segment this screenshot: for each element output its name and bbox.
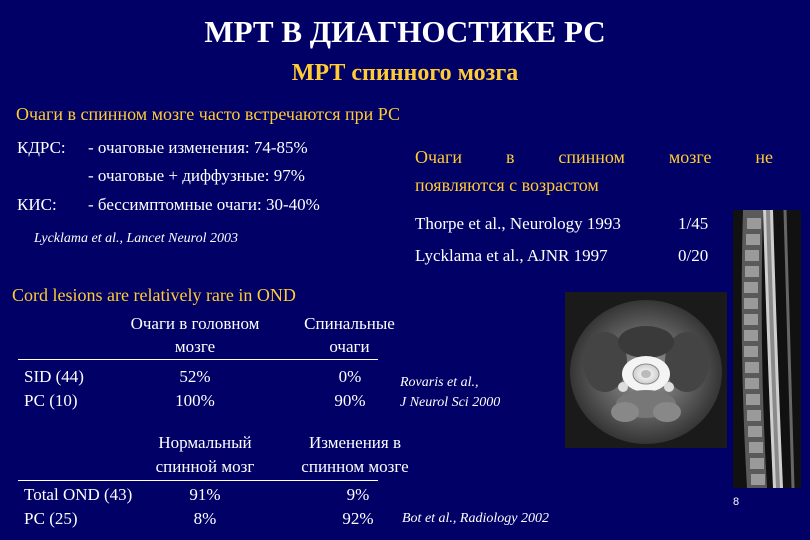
table2-divider: [18, 480, 378, 481]
age-ref-source: Lycklama et al., AJNR 1997: [415, 246, 608, 265]
stat-line-diffuse: - очаговые + диффузные: 97%: [88, 166, 305, 185]
table1-row-label: SID (44): [24, 367, 84, 386]
age-ref-value: 0/20: [678, 246, 709, 265]
table1-row-label: РС (10): [24, 391, 78, 410]
stat-line-asymptomatic: - бессимптомные очаги: 30-40%: [88, 195, 320, 214]
table2-row-label: РС (25): [24, 509, 78, 528]
stat-line-focal: - очаговые изменения: 74-85%: [88, 138, 308, 157]
table1-col1-header-line2: мозге: [174, 337, 216, 356]
table1-col1-header: Очаги в головном: [130, 314, 260, 333]
age-word: спинном: [558, 147, 625, 167]
age-word: не: [755, 147, 773, 167]
age-text-line2: появляются с возрастом: [415, 175, 599, 195]
table2-col1-header-line2: спинной мозг: [155, 457, 255, 476]
ond-heading: Cord lesions are relatively rare in OND: [12, 285, 296, 305]
table2-cell: 92%: [342, 509, 374, 528]
table2-cell: 91%: [189, 485, 221, 504]
table1-cell: 52%: [179, 367, 211, 386]
table1-col2-header: Спинальные: [304, 314, 395, 333]
kdrs-label: КДРС:: [17, 138, 66, 157]
age-text-line1: [415, 147, 773, 168]
table2-col2-header: Изменения в: [309, 433, 401, 452]
table2-row-label: Total OND (43): [24, 485, 133, 504]
age-word: мозге: [668, 147, 712, 167]
table1-cell: 0%: [338, 367, 362, 386]
table2-col2-header-line2: спинном мозге: [301, 457, 409, 476]
age-ref-value: 1/45: [678, 214, 709, 233]
table2-cell: 8%: [193, 509, 217, 528]
table1-reference-line2: J Neurol Sci 2000: [400, 395, 501, 410]
age-word: Очаги: [415, 147, 463, 167]
mri-sagittal-image: [733, 210, 801, 488]
slide-subtitle: МРТ спинного мозга: [291, 60, 519, 86]
table2-cell: 9%: [346, 485, 370, 504]
stats-reference: Lycklama et al., Lancet Neurol 2003: [34, 231, 238, 246]
age-word: в: [505, 147, 515, 167]
age-ref-source: Thorpe et al., Neurology 1993: [415, 214, 621, 233]
page-number: 8: [733, 496, 740, 508]
table1-divider: [18, 359, 378, 360]
table1-cell: 100%: [175, 391, 215, 410]
kis-label: КИС:: [17, 195, 57, 214]
slide-title: МРТ В ДИАГНОСТИКЕ РС: [204, 14, 606, 49]
mri-axial-image: [565, 292, 727, 448]
intro-text: Очаги в спинном мозге часто встречаются при РС: [16, 104, 401, 124]
table1-col2-header-line2: очаги: [329, 337, 370, 356]
table2-reference: Bot et al., Radiology 2002: [402, 511, 549, 526]
table2-col1-header: Нормальный: [158, 433, 252, 452]
table1-reference-line1: Rovaris et al.,: [400, 375, 479, 390]
table1-cell: 90%: [334, 391, 366, 410]
